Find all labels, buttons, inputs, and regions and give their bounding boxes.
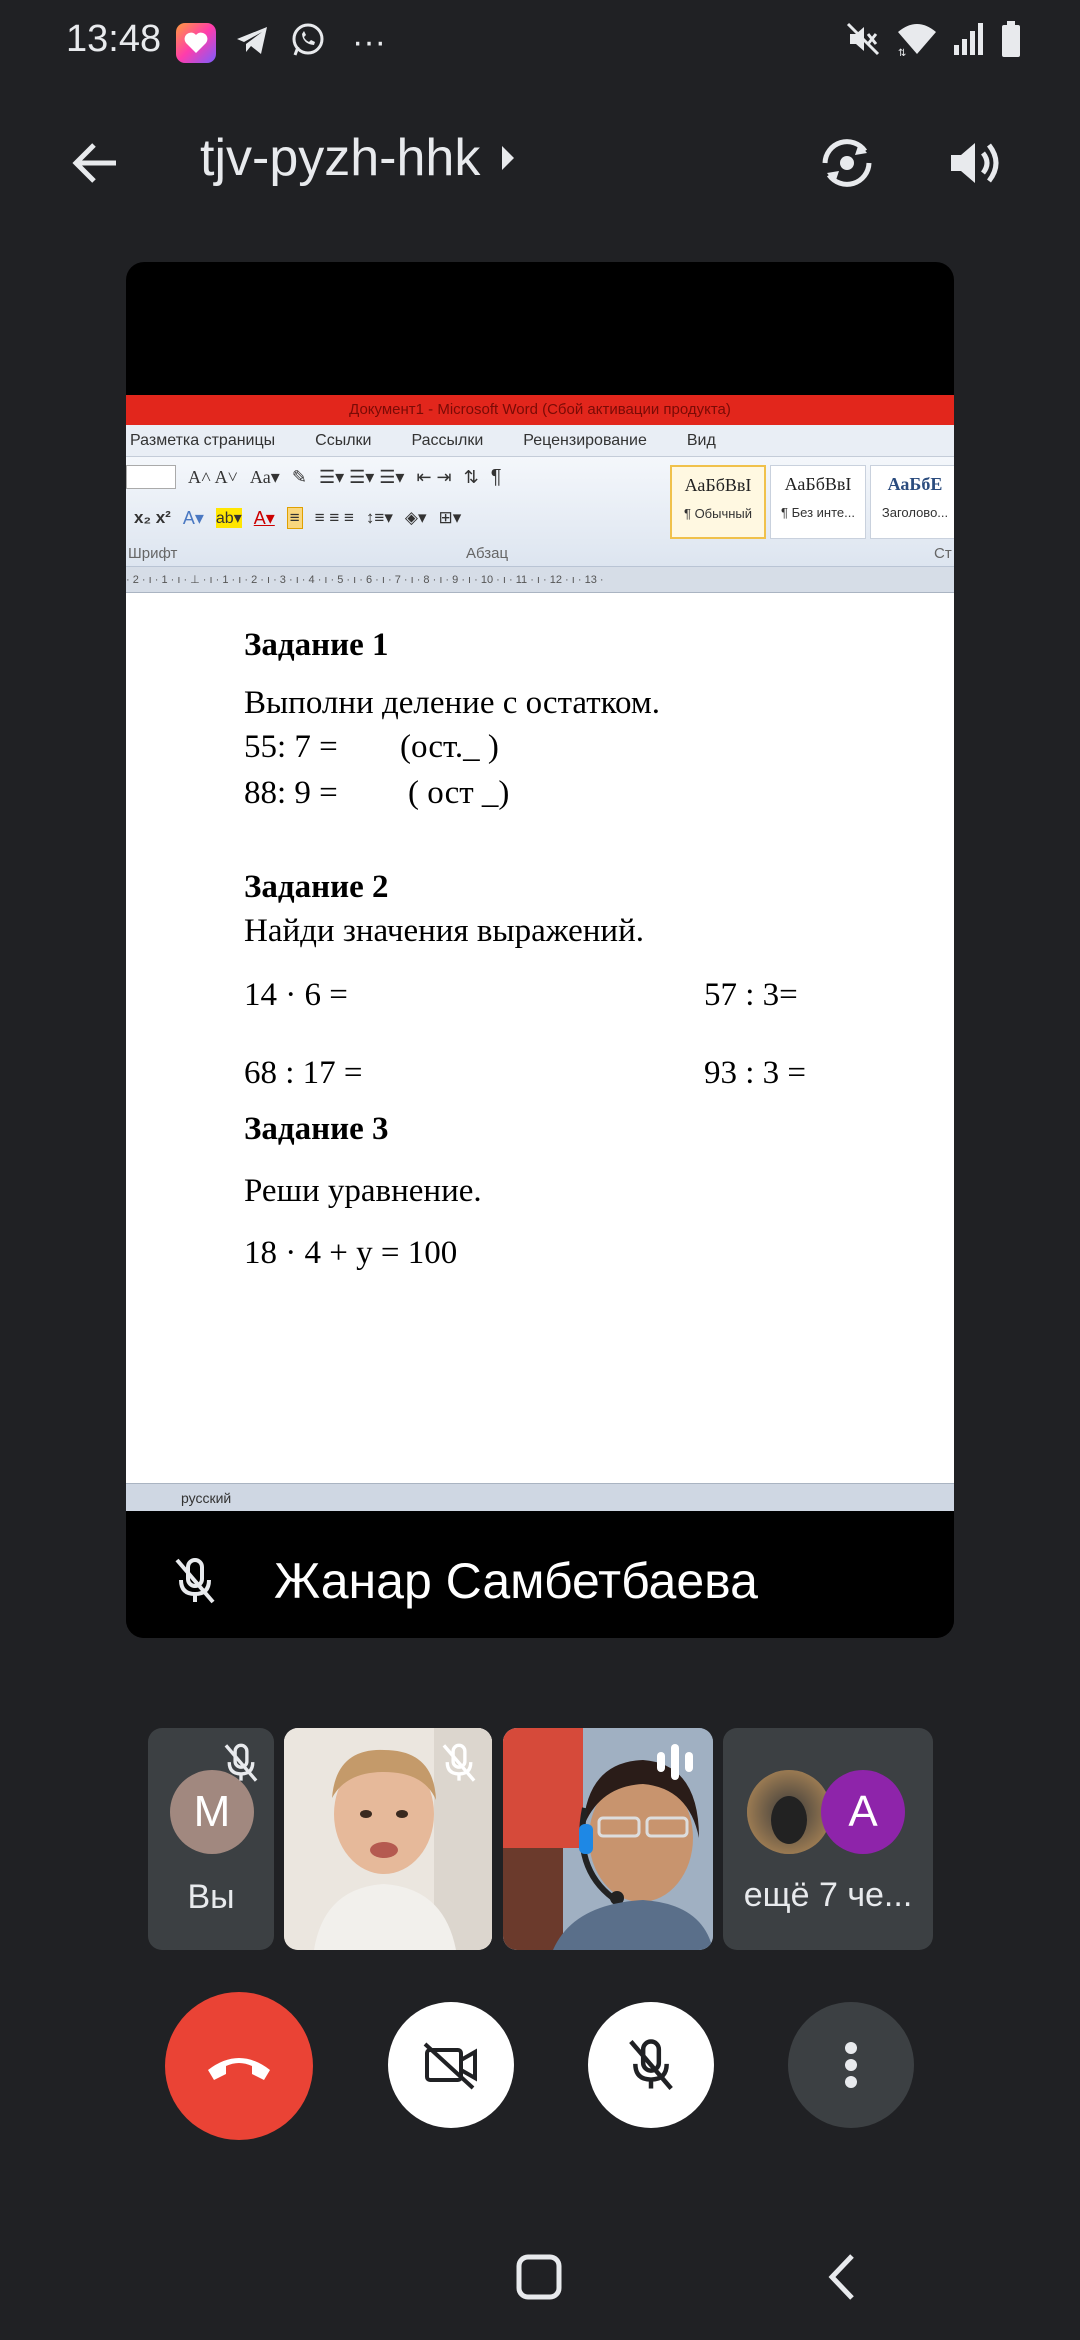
task1-text: Выполни деление с остатком. <box>244 685 660 721</box>
participant-tile-boy[interactable] <box>284 1728 492 1950</box>
line-spacing-icon: ↕≡▾ <box>365 508 393 527</box>
style-no-spacing <box>770 465 866 539</box>
style-heading <box>870 465 954 539</box>
font-tools-row-2 <box>134 507 461 529</box>
camera-toggle-button[interactable] <box>388 2002 514 2128</box>
audio-level-icon <box>651 1742 699 1782</box>
word-status-bar <box>126 1483 954 1511</box>
task2-expr2: 57 : 3= <box>704 977 798 1013</box>
language-label: русский <box>181 1490 232 1506</box>
system-icons <box>844 20 1022 63</box>
style-sample: АаБбВвI <box>784 474 852 494</box>
styles-group-label: Ст <box>934 545 952 562</box>
task3-title: Задание 3 <box>244 1111 389 1147</box>
status-bar <box>0 0 1080 82</box>
participant-tile-teacher[interactable] <box>503 1728 713 1950</box>
speaker-name: Жанар Самбетбаева <box>274 1553 758 1609</box>
pilcrow-icon: ¶ <box>490 465 502 488</box>
align-center-icon: ≡ ≡ ≡ <box>314 508 354 527</box>
ribbon-tab: Рассылки <box>411 431 484 449</box>
chevron-left-icon <box>820 2252 870 2302</box>
shading-icon: ◈▾ <box>404 508 427 527</box>
style-name: Заголово... <box>881 505 949 520</box>
mic-off-icon <box>626 2037 676 2093</box>
borders-icon: ⊞▾ <box>438 508 462 527</box>
more-vert-icon <box>843 2040 859 2090</box>
telegram-icon <box>232 20 272 65</box>
notification-icons <box>176 20 386 65</box>
mic-off-icon <box>173 1556 217 1606</box>
task1-line2-expr: 88: 9 = <box>244 775 338 811</box>
mic-off-icon <box>440 1742 478 1784</box>
indent-icon: ⇤ ⇥ <box>416 466 452 487</box>
more-options-button[interactable] <box>788 2002 914 2128</box>
wifi-icon <box>896 20 938 63</box>
self-tile[interactable] <box>148 1728 274 1950</box>
caret-right-icon <box>500 144 516 172</box>
nav-back-button[interactable] <box>820 2252 870 2302</box>
text-effects-icon: A▾ <box>182 507 204 528</box>
more-participants-label: ещё 7 че... <box>743 1876 913 1914</box>
volume-icon <box>947 137 1003 189</box>
style-name: ¶ Без инте... <box>781 505 855 520</box>
self-mic-off <box>222 1742 260 1789</box>
task2-expr1: 14 · 6 = <box>244 977 348 1013</box>
style-normal <box>670 465 766 539</box>
sort-icon: ⇅ <box>463 466 479 487</box>
task3-equation: 18 · 4 + у = 100 <box>244 1235 458 1271</box>
arrow-left-icon <box>70 141 120 185</box>
task1-line1-rem: (ост._ ) <box>400 729 499 765</box>
task2-expr3: 68 : 17 = <box>244 1055 363 1091</box>
home-square-icon <box>514 2252 564 2302</box>
shared-screen <box>126 395 954 1638</box>
self-label: Вы <box>187 1878 235 1916</box>
task2-text: Найди значения выражений. <box>244 913 644 949</box>
task1-line2 <box>244 775 509 812</box>
grow-font-icon: A˄ A˅ <box>188 466 238 487</box>
font-group-label: Шрифт <box>128 545 178 562</box>
style-name: ¶ Обычный <box>683 506 753 521</box>
style-sample: АаБбE <box>887 474 943 494</box>
avatar: М <box>170 1770 254 1854</box>
ribbon-tab: Вид <box>686 431 716 449</box>
speaker-mic-off <box>160 1546 230 1616</box>
task1-line1 <box>244 729 499 766</box>
highlight-icon: ab▾ <box>215 510 242 527</box>
switch-camera-button[interactable] <box>812 128 882 198</box>
change-case-icon: Aa▾ <box>249 466 280 487</box>
style-sample: АаБбВвI <box>684 475 752 495</box>
microphone-toggle-button[interactable] <box>588 2002 714 2128</box>
more-notifications: ··· <box>352 23 386 61</box>
align-left-icon: ≡ <box>287 507 303 529</box>
likee-app-icon <box>176 23 216 63</box>
task2-title: Задание 2 <box>244 869 389 905</box>
audio-output-button[interactable] <box>940 128 1010 198</box>
task3-text: Реши уравнение. <box>244 1173 482 1209</box>
status-time: 13:48 <box>66 18 162 60</box>
nav-home-button[interactable] <box>514 2252 564 2302</box>
word-title-bar: Документ1 - Microsoft Word (Сбой активации продукта) <box>126 395 954 425</box>
switch-camera-icon <box>817 135 877 191</box>
participant-mic-off <box>440 1742 478 1789</box>
signal-icon <box>952 21 986 62</box>
meeting-code-button[interactable] <box>200 128 516 188</box>
task2-expr4: 93 : 3 = <box>704 1055 807 1091</box>
svg-text:⇅: ⇅ <box>898 48 907 58</box>
presentation-tile[interactable] <box>126 262 954 1638</box>
paragraph-group-label: Абзац <box>466 545 509 562</box>
back-button[interactable] <box>60 128 130 198</box>
speaker-name-bar <box>126 1524 954 1638</box>
camera-off-icon <box>421 2040 481 2090</box>
speaking-indicator <box>651 1742 699 1787</box>
more-participants-tile[interactable] <box>723 1728 933 1950</box>
subscript-icon: x₂ x² <box>134 508 171 527</box>
battery-icon <box>1000 20 1022 63</box>
word-ribbon <box>126 457 954 567</box>
font-size-box <box>126 465 176 489</box>
whatsapp-icon <box>288 20 328 65</box>
task1-line2-rem: ( ост _) <box>408 775 510 811</box>
clear-format-icon: ✎ <box>291 466 307 487</box>
mic-off-icon <box>222 1742 260 1784</box>
mute-icon <box>844 20 882 63</box>
ribbon-tab: Ссылки <box>315 431 372 449</box>
font-tools-row-1 <box>126 465 501 489</box>
meeting-code: tjv-pyzh-hhk <box>200 129 481 187</box>
font-color-icon: A▾ <box>253 507 275 528</box>
hang-up-icon <box>204 2046 274 2086</box>
avatar: А <box>848 1787 878 1836</box>
bullets-icon: ☰▾ ☰▾ ☰▾ <box>318 466 405 487</box>
ribbon-tabs <box>126 425 954 457</box>
ruler: · 2 · ı · 1 · ı · ⊥ · ı · 1 · ı · 2 · ı · 3 · ı · 4 · ı · 5 · ı · 6 · ı · 7 · ı · 8 · ı · 9 · ı · 10 · ı · 11 · ı · 12 · ı · 13 · <box>126 567 954 593</box>
ribbon-tab: Разметка страницы <box>130 431 276 449</box>
meeting-header <box>0 110 1080 210</box>
document-page <box>126 593 954 1483</box>
task1-title: Задание 1 <box>244 627 389 663</box>
task1-line1-expr: 55: 7 = <box>244 729 338 765</box>
end-call-button[interactable] <box>165 1992 313 2140</box>
ribbon-tab: Рецензирование <box>523 431 647 449</box>
